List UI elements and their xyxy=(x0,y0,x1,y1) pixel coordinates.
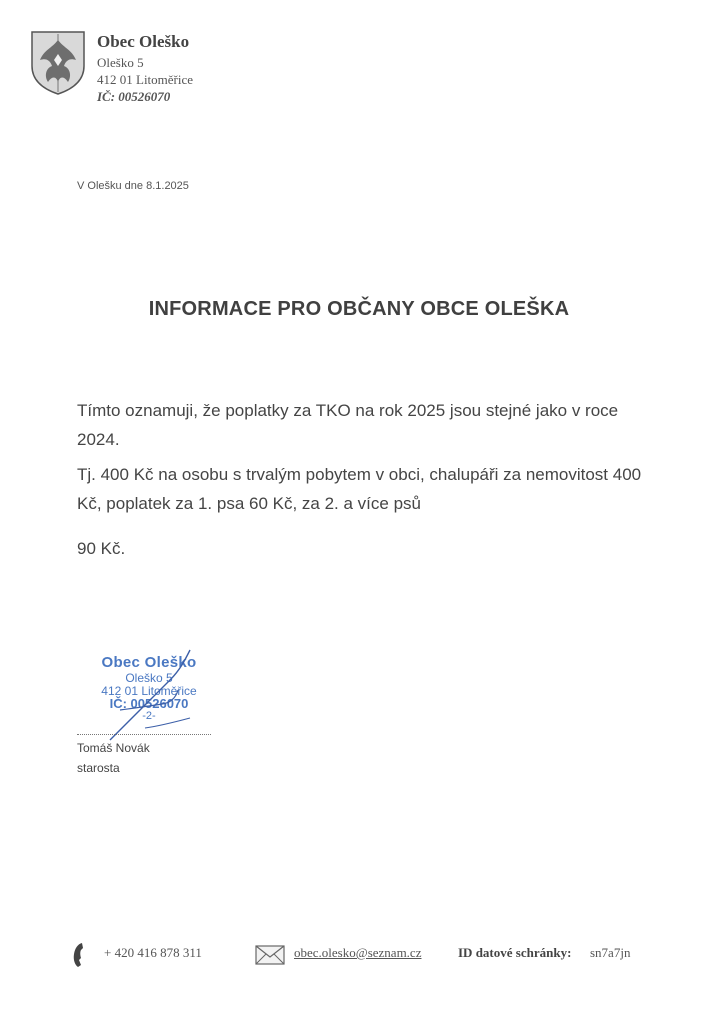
paragraph-fee-amount: 90 Kč. xyxy=(77,539,126,558)
paragraph-fees-notice: Tímto oznamuji, že poplatky za TKO na rok 2025 jsou stejné jako v roce 2024. xyxy=(77,401,619,449)
envelope-icon xyxy=(255,945,285,965)
footer-phone: + 420 416 878 311 xyxy=(104,945,202,960)
letterhead-address-line2: 412 01 Litoměřice xyxy=(97,72,194,87)
stamp-line-address1: Oleško 5 xyxy=(125,671,173,685)
stamp-line-name: Obec Oleško xyxy=(101,654,197,671)
letterhead-name: Obec Oleško xyxy=(97,32,190,51)
footer-databox-value: sn7a7jn xyxy=(590,945,631,960)
letterhead-address-line1: Oleško 5 xyxy=(97,55,144,70)
stamp-line-number: -2- xyxy=(142,710,156,722)
stamp-line-ic: IČ: 00526070 xyxy=(109,696,189,711)
phone-icon xyxy=(72,942,86,968)
municipal-crest-icon xyxy=(30,30,86,96)
date-line: V Olešku dne 8.1.2025 xyxy=(77,180,189,192)
stamp-line-address2: 412 01 Litoměřice xyxy=(101,684,197,698)
signature-line xyxy=(77,734,211,735)
footer-databox-label: ID datové schránky: xyxy=(458,945,572,960)
letterhead-ic: IČ: 00526070 xyxy=(97,89,171,104)
signer-name: Tomáš Novák xyxy=(77,741,150,755)
footer-email-link[interactable]: obec.olesko@seznam.cz xyxy=(294,945,422,960)
paragraph-fee-details: Tj. 400 Kč na osobu s trvalým pobytem v obci, chalupáři za nemovitost 400 Kč, poplatek za 1. psa 60 Kč, za 2. a více psů xyxy=(77,465,642,513)
document-title: INFORMACE PRO OBČANY OBCE OLEŠKA xyxy=(148,298,570,320)
signer-role: starosta xyxy=(77,761,120,775)
